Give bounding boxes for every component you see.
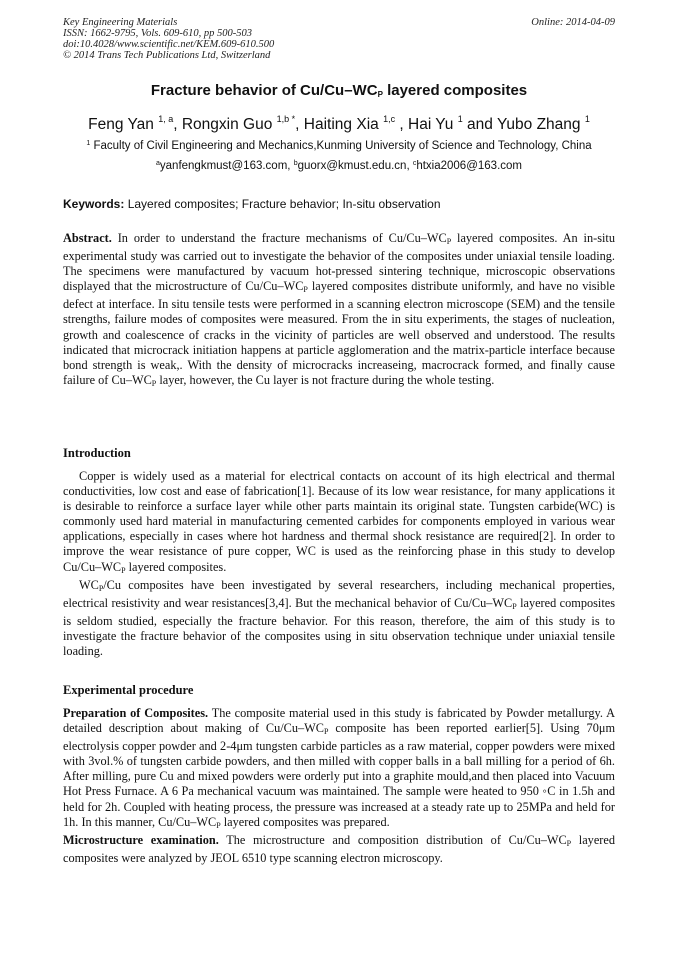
journal-name: Key Engineering Materials — [63, 17, 178, 28]
author-name: Hai Yu — [408, 116, 454, 133]
author-name: Haiting Xia — [303, 116, 379, 133]
author-name: Rongxin Guo — [181, 116, 273, 133]
author-name: Feng Yan — [88, 116, 154, 133]
experimental-body — [63, 706, 615, 866]
email-address: guorx@kmust.edu.cn — [297, 160, 407, 172]
section-heading-experimental: Experimental procedure — [63, 683, 194, 697]
paper-title: Fracture behavior of $Cu/Cu-WC_P$ layered composites — [150, 82, 528, 99]
email-address: htxia2006@163.com — [416, 160, 522, 172]
paragraph: Preparation of Composites. The composite material used in this study is fabricated by Powder metallurgy. A detailed description about making of $Cu/Cu-WC_P$ composite has been reported earlier[5]. Using 70μm electrolysis copper powder and 2-4μm tungsten carbide particles as a raw material, copper powders were mixed with 3vol.% of tungsten carbide powders, and then milled with copper balls in a ball milling for a period of 6h. After milling, pure Cu and mixed powders were orderly put into a graphite mould,and then placed into Vacuum Hot Press Furnace. A 6 Pa mechanical vacuum was maintained. The sample were heated to 950 ◦C in 1.5h and held for 2h. Coupled with heating process, the pressure was increased at a steady rate up to 25MPa and held for 1h. In this manner, $Cu/Cu-WC_P$ layered composites was prepared. — [63, 706, 616, 830]
keywords: Keywords: Layered composites; Fracture behavior; In-situ observation — [63, 197, 441, 211]
email-list: $^a$yanfengkmust@163.com, $^b$guorx@kmust.edu.cn, $^c$htxia2006@163.com — [156, 160, 522, 172]
doi-line: doi:10.4028/www.scientific.net/KEM.609-610.500 — [63, 39, 275, 50]
copyright-line: © 2014 Trans Tech Publications Ltd, Switzerland — [63, 50, 271, 61]
issn-line: ISSN: 1662-9795, Vols. 609-610, pp 500-503 — [63, 28, 252, 39]
paragraph: Copper is widely used as a material for electrical contacts on account of its high electrical and thermal conductivities, low cost and ease of fabrication[1]. Because of its low wear resistance, for many applications it is desirable to reinforce a surface layer while other parts maintain its original state. Tungsten carbide(WC) is commonly used hard material in manufacturing cemented carbides for components employed in various wear applications, especially in cases where hot hardness and thermal shock resistance are required[2]. In order to improve the wear resistance of pure copper, WC is used as the reinforcing phase in this study to develop $Cu/Cu-WC_P$ layered composites. — [63, 469, 615, 575]
paragraph: $WC_P/Cu$ composites have been investigated by several researchers, including mechanical properties, electrical resistivity and wear resistances[3,4]. But the mechanical behavior of $Cu/Cu-WC_P$ layered composites is seldom studied, especially the fracture behavior. For this reason, therefore, the aim of this study is to investigate the fracture behavior of the composites using in situ observation technique under uniaxial tensile loading. — [63, 577, 615, 659]
author-list: Feng Yan $^{1, a}$, Rongxin Guo $^{1,b *}$, Haiting Xia $^{1,c}$ , Hai Yu $^1$ and Yubo Zhang $^1$ — [88, 114, 590, 133]
introduction-body — [63, 469, 615, 659]
email-address: yanfengkmust@163.com — [159, 160, 288, 172]
author-name: Yubo Zhang — [496, 116, 581, 133]
paragraph: Microstructure examination. The microstructure and composition distribution of $Cu/Cu-WC_P$ layered composites were analyzed by JEOL 6510 type scanning electron microscopy. — [63, 832, 615, 865]
journal-info — [63, 17, 274, 61]
abstract: Abstract. In order to understand the fracture mechanisms of $Cu/Cu-WC_P$ layered composites. An in-situ experimental study was carried out to investigate the behavior of the composites under uniaxial tensile loading. The specimens were manufactured by vacuum hot-pressed sintering technique, microscopic observations displayed that the microstructure of $Cu/Cu-WC_P$ layered composites distribute uniformly, and have no visible defect at interface. In situ tensile tests were performed in a scanning electron microscope (SEM) and the tensile strengths, failure modes of composites were measured. From the in situ experiments, the stages of nucleation, growth and coalescence of cracks in the vicinity of particles are well observed and understood. The results indicated that microcrack initiation happens at particle agglomeration and the matrix-particle interface because bond strength is weak,. With the density of microcracks increaseing, macrocrack formed, and finally cause failure of $Cu-WC_P$ layer, however, the Cu layer is not fracture during the whole testing. — [63, 231, 615, 388]
abstract-label: Abstract. — [63, 231, 112, 245]
section-heading-introduction: Introduction — [63, 446, 131, 460]
online-date: Online: 2014-04-09 — [531, 17, 615, 28]
affiliation: $^1$ Faculty of Civil Engineering and Mechanics,Kunming University of Science and Technology, China — [86, 140, 592, 152]
